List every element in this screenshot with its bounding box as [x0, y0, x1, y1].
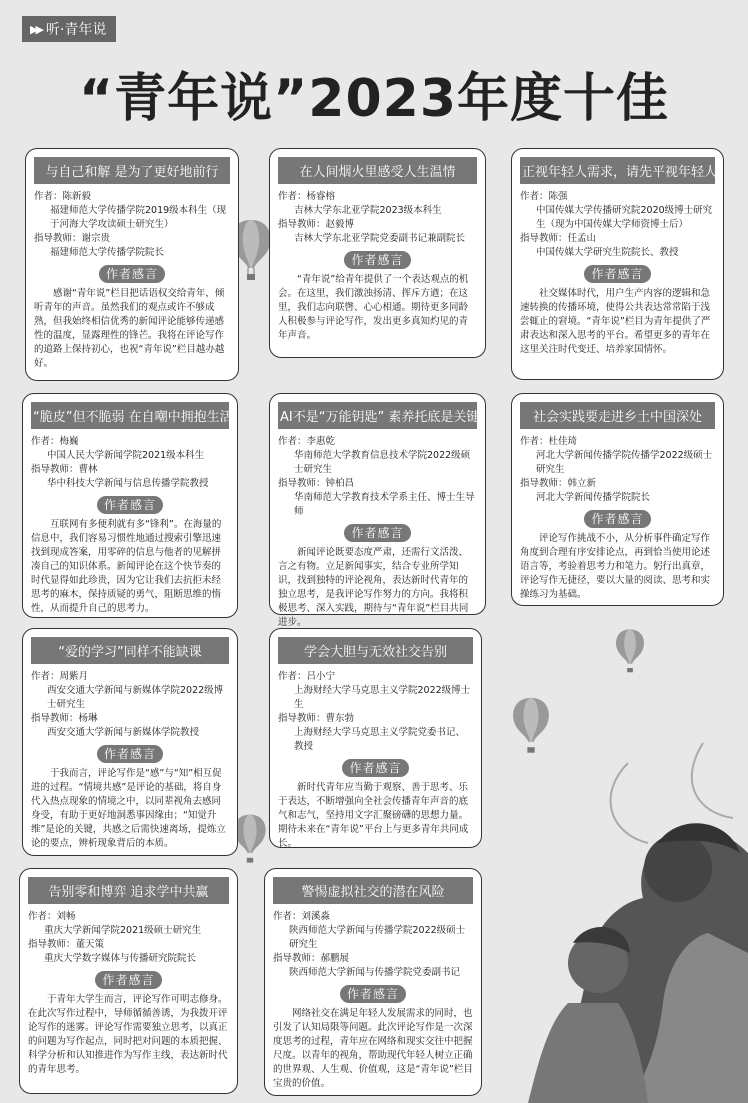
- advisor-label: 指导教师：曹林: [31, 464, 98, 475]
- author-remarks-badge: 作者感言: [31, 496, 229, 514]
- advisor-label: 指导教师：董天策: [28, 939, 105, 950]
- author-detail: 西安交通大学新闻与新媒体学院2022级博士研究生: [47, 685, 224, 710]
- card-title: 告别零和博弈 追求学中共赢: [28, 877, 229, 904]
- author-remarks: 网络社交在满足年轻人发展需求的同时，也引发了认知局限等问题。此次评论写作是一次深度思考的过程，青年应在网络和现实交往中把握尺度。以青年的视角，帮助现代年轻人树立正确的世界观、人生观、价值观，这是“青年说”栏目宝贵的价值。: [273, 1008, 473, 1089]
- advisor-label: 指导教师：任孟山: [520, 233, 597, 244]
- award-card-7: [22, 628, 238, 856]
- advisor-detail: 西安交通大学新闻与新媒体学院教授: [47, 727, 200, 738]
- award-card-4: [22, 393, 238, 618]
- author-remarks: 评论写作挑战不小，从分析事件确定写作角度到合理有序安排论点，再到恰当使用论述语言等，考验着思考力和笔力。躬行出真章，评论写作无捷径，要以大量的阅读、思考和实操练习为基础。: [520, 533, 711, 600]
- author-remarks-badge: 作者感言: [278, 251, 477, 269]
- advisor-label: 指导教师：郝鹏展: [273, 953, 350, 964]
- advisor-detail: 陕西师范大学新闻与传播学院党委副书记: [289, 967, 461, 978]
- author-label: 作者：杨睿榕: [278, 191, 336, 202]
- author-remarks-badge: 作者感言: [520, 510, 715, 528]
- author-remarks: 新闻评论既要态度严肃，还需行文活泼、言之有物。立足新闻事实，结合专业所学知识，找到独特的评论视角，表达新时代青年的独立思考，是我评论写作努力的方向。我将积极思考、深入实践，期待与“青年说”栏目共同进步。: [278, 547, 469, 628]
- advisor-detail: 上海财经大学马克思主义学院党委书记、教授: [294, 727, 466, 752]
- author-detail: 中国人民大学新闻学院2021级本科生: [47, 450, 205, 461]
- author-label: 作者：陈强: [520, 191, 568, 202]
- author-detail: 重庆大学新闻学院2021级硕士研究生: [44, 925, 202, 936]
- author-detail: 福建师范大学传播学院2019级本科生（现于河海大学攻读硕士研究生）: [50, 205, 227, 230]
- author-remarks-badge: 作者感言: [31, 745, 229, 763]
- author-detail: 中国传媒大学传播研究院2020级博士研究生（现为中国传媒大学师资博士后）: [536, 205, 713, 230]
- author-label: 作者：陈新毅: [34, 191, 92, 202]
- author-label: 作者：刘溪淼: [273, 911, 331, 922]
- card-title: 正视年轻人需求，请先平视年轻人: [520, 157, 715, 184]
- author-detail: 上海财经大学马克思主义学院2022级博士生: [294, 685, 471, 710]
- author-remarks: “青年说”给青年提供了一个表达观点的机会。在这里，我们激浊扬清、挥斥方遒；在这里，我们志向联辔、心心相通。期待更多同龄人积极参与评论写作，发出更多真知灼见的青年声音。: [278, 274, 469, 341]
- advisor-label: 指导教师：赵毅博: [278, 219, 355, 230]
- card-title: 学会大胆与无效社交告别: [278, 637, 473, 664]
- award-card-10: [264, 868, 482, 1096]
- author-detail: 华南师范大学教育信息技术学院2022级硕士研究生: [294, 450, 471, 475]
- author-remarks: 于青年大学生而言，评论写作可明志修身。在此次写作过程中，导师循循善诱，为我拨开评论写作的迷雾。评论写作需要独立思考，以真正的问题为写作起点，同时把对问题的本质把握、科学分析和认知推进作为写作主线，表达新时代的青年思考。: [28, 994, 228, 1075]
- advisor-detail: 重庆大学数字媒体与传播研究院院长: [44, 953, 197, 964]
- author-label: 作者：刘畅: [28, 911, 76, 922]
- card-title: 与自己和解 是为了更好地前行: [34, 157, 230, 184]
- card-title: “爱的学习”同样不能缺课: [31, 637, 229, 664]
- award-card-1: [25, 148, 239, 381]
- card-title: “脆皮”但不脆弱 在自嘲中拥抱生活: [31, 402, 229, 429]
- card-title: 社会实践要走进乡土中国深处: [520, 402, 715, 429]
- advisor-label: 指导教师：韩立新: [520, 478, 597, 489]
- author-remarks: 新时代青年应当勤于观察、善于思考、乐于表达，不断增强向全社会传播青年声音的底气和志气，坚持用文字汇聚磅礴的思想力量。期待未来在“青年说”平台上与更多青年共同成长。: [278, 782, 469, 849]
- advisor-detail: 河北大学新闻传播学院院长: [536, 492, 651, 503]
- author-remarks-badge: 作者感言: [34, 265, 230, 283]
- advisor-label: 指导教师：杨琳: [31, 713, 98, 724]
- advisor-detail: 中国传媒大学研究生院院长、教授: [536, 247, 679, 258]
- card-title: 在人间烟火里感受人生温情: [278, 157, 477, 184]
- award-card-9: [19, 868, 238, 1094]
- advisor-label: 指导教师：钟柏昌: [278, 478, 355, 489]
- author-detail: 陕西师范大学新闻与传播学院2022级硕士研究生: [289, 925, 466, 950]
- hot-air-balloon-icon: [612, 628, 648, 678]
- author-label: 作者：吕小宁: [278, 671, 336, 682]
- section-tag: [22, 16, 116, 42]
- author-remarks-badge: 作者感言: [273, 985, 473, 1003]
- card-title: AI不是“万能钥匙” 素养托底是关键: [278, 402, 477, 429]
- award-card-8: [269, 628, 482, 848]
- author-remarks: 感谢“青年说”栏目把话语权交给青年，倾听青年的声音。虽然我们的观点或许不够成熟，但我始终相信优秀的新闻评论能够传递感性的温度，显露理性的锋芒。我将在评论写作的道路上保持初心，也祝“青年说”栏目越办越好。: [34, 288, 225, 369]
- author-remarks: 社交媒体时代，用户生产内容的逻辑和急速转换的传播环境，使得公共表达常常陷于浅尝辄止的窘境。“青年说”栏目为青年提供了严肃表达和深入思考的平台。希望更多的青年在这里关注时代变迁、培养家国情怀。: [520, 288, 711, 355]
- advisor-detail: 福建师范大学传播学院院长: [50, 247, 165, 258]
- advisor-detail: 华南师范大学教育技术学系主任、博士生导师: [294, 492, 475, 517]
- author-remarks-badge: 作者感言: [520, 265, 715, 283]
- author-label: 作者：周紫月: [31, 671, 89, 682]
- youth-silhouette-illustration: [478, 703, 748, 1103]
- award-card-3: [511, 148, 724, 380]
- author-label: 作者：李惠乾: [278, 436, 336, 447]
- author-remarks-badge: 作者感言: [278, 759, 473, 777]
- award-card-2: [269, 148, 486, 358]
- author-remarks-badge: 作者感言: [28, 971, 229, 989]
- award-card-5: [269, 393, 486, 628]
- page-title: “青年说”2023年度十佳: [78, 69, 670, 129]
- section-tag-label: 听·青年说: [45, 22, 107, 38]
- award-card-6: [511, 393, 724, 606]
- author-label: 作者：梅巍: [31, 436, 79, 447]
- author-detail: 河北大学新闻传播学院传播学2022级硕士研究生: [536, 450, 713, 475]
- author-label: 作者：杜佳琦: [520, 436, 578, 447]
- author-remarks: 于我而言，评论写作是“感”与“知”相互促进的过程。“情境共感”是评论的基础，将自身代入热点现象的情境之中，以同辈视角去感同身受，有助于更好地洞悉事因缘由；“知觉升维”是论的关键，共感之后需快速离场，提炼立论的要点，辨析现象背后的本质。: [31, 768, 226, 849]
- card-title: 警惕虚拟社交的潜在风险: [273, 877, 473, 904]
- advisor-detail: 吉林大学东北亚学院党委副书记兼副院长: [294, 233, 466, 244]
- double-arrow-icon: ▶▶: [30, 22, 41, 36]
- advisor-label: 指导教师：谢宗贵: [34, 233, 111, 244]
- author-detail: 吉林大学东北亚学院2023级本科生: [294, 205, 442, 216]
- author-remarks: 互联网有多便利就有多“锋利”。在海量的信息中，我们容易习惯性地通过搜索引擎迅速找到现成答案，用零碎的信息与他者的见解拼凑自己的知识体系。新闻评论在这个快节奏的时代显得如此珍贵，因为它让我们去抗拒未经思考的麻木，保持质疑的勇气，阻断思维的惰性，从而提升自己的思考力。: [31, 519, 222, 614]
- advisor-detail: 华中科技大学新闻与信息传播学院教授: [47, 478, 209, 489]
- author-remarks-badge: 作者感言: [278, 524, 477, 542]
- advisor-label: 指导教师：曹东勃: [278, 713, 355, 724]
